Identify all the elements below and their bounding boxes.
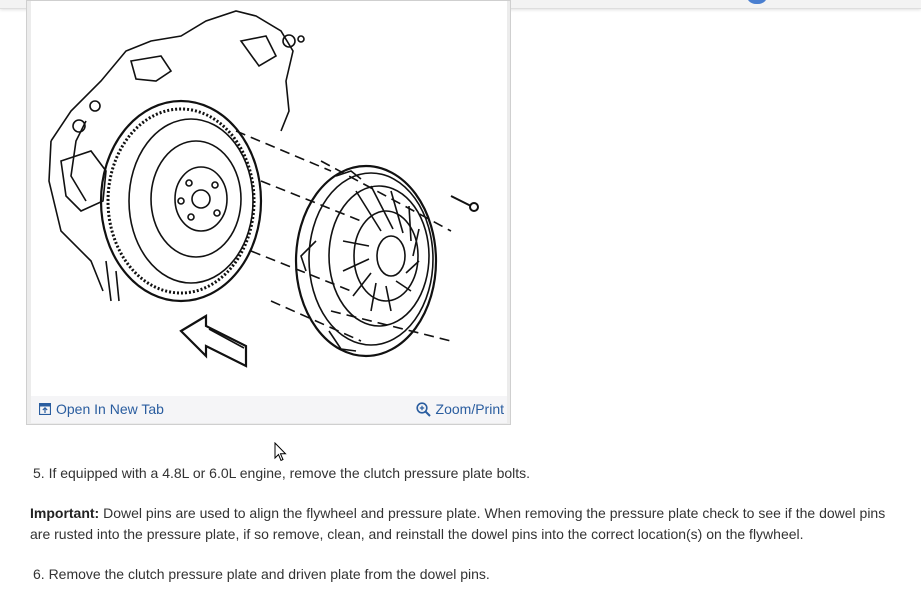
flywheel-clutch-illustration (31, 1, 507, 396)
open-in-new-tab-label: Open In New Tab (56, 401, 164, 417)
important-note (30, 503, 900, 545)
important-label: Important: (30, 505, 100, 521)
profile-avatar[interactable] (746, 0, 768, 4)
step-5-text: 5. If equipped with a 4.8L or 6.0L engine, remove the clutch pressure plate bolts. (33, 465, 531, 481)
zoom-print-link[interactable] (416, 401, 504, 417)
zoom-print-label: Zoom/Print (435, 401, 504, 417)
zoom-icon (416, 402, 431, 417)
open-new-tab-icon (39, 403, 51, 415)
figure-frame (26, 0, 511, 425)
figure-image (31, 1, 507, 396)
open-in-new-tab-link[interactable] (39, 401, 164, 417)
important-body: Dowel pins are used to align the flywheel and pressure plate. When removing the pressure plate check to see if the dowel pins are rusted into the pressure plate, if so remove, clean, and reinstall the dowel pins into the correct location(s) on the flywheel. (30, 505, 886, 542)
step-6-text: 6. Remove the clutch pressure plate and driven plate from the dowel pins. (33, 566, 490, 582)
